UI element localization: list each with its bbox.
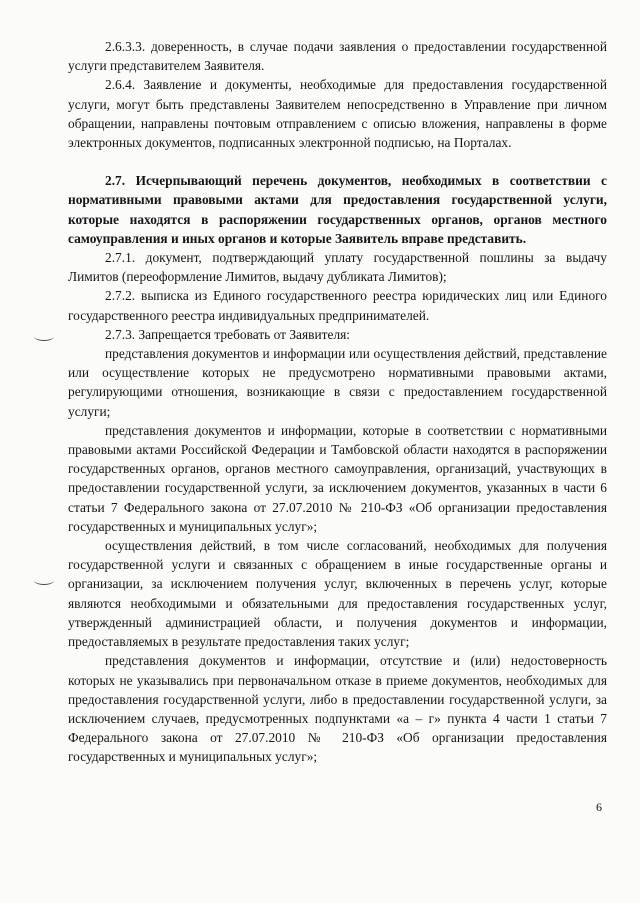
list-item-prohibition-4: представления документов и информации, отсутствие и (или) недостоверность которых не указывались при первоначальном отказе в приеме документов, необходимых для предоставления государственной услуги, либо в предоставлении государственной услуги, за исключением случаев, предусмотренных подпунктами «а – г» пункта 4 части 1 статьи 7 Федерального закона от 27.07.2010 № 210-ФЗ «Об организации предоставления государственных и муниципальных услуг»;	[68, 653, 607, 765]
paragraph-2-6-3-3: 2.6.3.3. доверенность, в случае подачи заявления о предоставлении государственной услуги представителем Заявителя.	[68, 39, 607, 74]
paragraph-2-7-1: 2.7.1. документ, подтверждающий уплату государственной пошлины за выдачу Лимитов (переоформление Лимитов, выдачу дубликата Лимитов);	[68, 250, 607, 285]
list-item-prohibition-3: осуществления действий, в том числе согласований, необходимых для получения государственной услуги и связанных с обращением в иные государственные органы и организации, за исключением получения услуг, включенных в перечень услуг, которые являются необходимыми и обязательными для предоставления государственных услуг, утвержденный администрацией области, и получения документов и информации, предоставляемых в результате предоставления таких услуг;	[68, 538, 607, 650]
page-number: 6	[596, 800, 602, 814]
paragraph-2-7-3: 2.7.3. Запрещается требовать от Заявителя:	[105, 326, 351, 342]
paragraph-2-6-4: 2.6.4. Заявление и документы, необходимые для предоставления государственной услуги, могут быть представлены Заявителем непосредственно в Управление при личном обращении, направлены почтовым отправлением с описью вложения, направлены в форме электронных документов, подписанных электронной подписью, на Порталах.	[68, 77, 607, 151]
section-heading-2-7: 2.7. Исчерпывающий перечень документов, необходимых в соответствии с нормативными правовыми актами для предоставления государственной услуги, которые находятся в распоряжении государственных органов, органов местного самоуправления и иных органов и которые Заявитель вправе представить.	[68, 173, 607, 246]
list-item-prohibition-2: представления документов и информации, которые в соответствии с нормативными правовыми актами Российской Федерации и Тамбовской области находятся в распоряжении государственных органов, органов местного самоуправления, организаций, участвующих в предоставлении государственной услуги, за исключением документов, указанных в части 6 статьи 7 Федерального закона от 27.07.2010 № 210-ФЗ «Об организации предоставления государственных и муниципальных услуг»;	[68, 422, 607, 534]
binder-hole-mark-bottom	[34, 576, 54, 585]
binder-hole-mark-top	[34, 332, 54, 341]
list-item-prohibition-1: представления документов и информации или осуществления действий, представление или осуществление которых не предусмотрено нормативными правовыми актами, регулирующими отношения, возникающие в связи с предоставлением государственной услуги;	[68, 346, 607, 419]
document-body	[68, 37, 607, 767]
paragraph-2-7-2: 2.7.2. выписка из Единого государственного реестра юридических лиц или Единого государственного реестра индивидуальных предпринимателей.	[68, 288, 607, 323]
